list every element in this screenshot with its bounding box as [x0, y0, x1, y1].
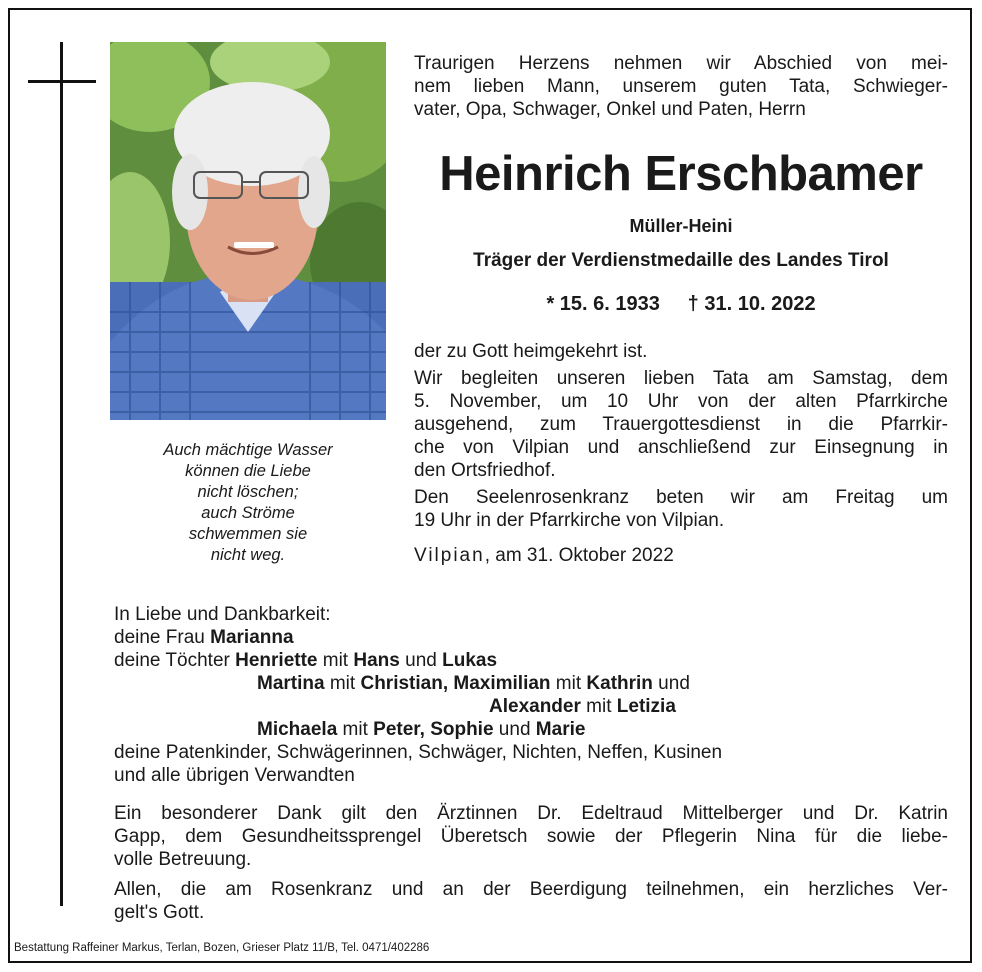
family-names: Peter, Sophie	[373, 719, 494, 740]
portrait-photo	[110, 42, 386, 420]
body-line: 19 Uhr in der Pfarrkirche von Vilpian.	[414, 510, 725, 531]
cross-icon-vertical	[60, 42, 63, 906]
daughter-name: Michaela	[257, 719, 338, 740]
deceased-name: Heinrich Erschbamer	[439, 147, 923, 201]
family-line-michaela	[257, 719, 585, 741]
quote-line: nicht weg.	[210, 546, 286, 564]
body-line: Wir begleiten unseren lieben Tata am Samstag, dem	[414, 368, 948, 389]
thanks-line: Allen, die am Rosenkranz und an der Beerdigung teilnehmen, ein herzliches Ver-	[114, 879, 948, 900]
cross-icon-horizontal	[28, 80, 96, 83]
body-text-1	[414, 340, 948, 363]
quote-line: auch Ströme	[201, 504, 295, 522]
family-line-alexander	[489, 696, 676, 718]
grandchild-name: Marie	[535, 719, 586, 740]
connector: und	[493, 719, 536, 740]
life-dates	[414, 293, 948, 316]
intro-line: Traurigen Herzens nehmen wir Abschied von mei-	[414, 53, 948, 74]
intro-text	[414, 52, 948, 121]
grandchild-name: Lukas	[442, 650, 498, 671]
body-line: den Ortsfriedhof.	[414, 460, 556, 481]
body-line: che von Vilpian und anschließend zur Einsegnung in	[414, 437, 948, 458]
body-line: der zu Gott heimgekehrt ist.	[414, 341, 648, 362]
connector: mit	[317, 650, 354, 671]
place-date	[414, 545, 674, 567]
honor-title: Träger der Verdienstmedaille des Landes Tirol	[473, 250, 889, 271]
thanks-paragraph-2	[114, 878, 948, 924]
family-names: Christian, Maximilian	[360, 673, 551, 694]
quote-line: nicht löschen;	[197, 483, 299, 501]
family-relatives-line: deine Patenkinder, Schwägerinnen, Schwäger, Nichten, Neffen, Kusinen	[114, 742, 723, 763]
family-relatives-line: und alle übrigen Verwandten	[114, 765, 355, 786]
daughters-prefix: deine Töchter	[114, 650, 236, 671]
body-line: ausgehend, zum Trauergottesdienst in die Pfarrkir-	[414, 414, 948, 435]
date-text: , am 31. Oktober 2022	[484, 545, 674, 566]
connector: mit	[580, 696, 617, 717]
daughter-name: Henriette	[235, 650, 318, 671]
partner-name: Kathrin	[586, 673, 653, 694]
family-daughters-line	[114, 650, 497, 672]
thanks-line: Ein besonderer Dank gilt den Ärztinnen Dr. Edeltraud Mittelberger und Dr. Katrin	[114, 803, 948, 824]
body-text-2	[414, 367, 948, 482]
place-name: Vilpian	[414, 545, 485, 566]
birth-date: * 15. 6. 1933	[546, 293, 660, 315]
family-heading: In Liebe und Dankbarkeit:	[114, 604, 331, 625]
funeral-home-footer: Bestattung Raffeiner Markus, Terlan, Bozen, Grieser Platz 11/B, Tel. 0471/402286	[14, 942, 430, 954]
connector: und	[399, 650, 443, 671]
quote-line: schwemmen sie	[188, 525, 308, 543]
thanks-paragraph-1	[114, 802, 948, 871]
wife-name: Marianna	[210, 627, 294, 648]
connector: mit	[550, 673, 587, 694]
quote-line: können die Liebe	[185, 462, 311, 480]
partner-name: Letizia	[616, 696, 676, 717]
death-date: † 31. 10. 2022	[687, 293, 816, 315]
thanks-line: Gapp, dem Gesundheitssprengel Überetsch sowie der Pflegerin Nina für die liebe-	[114, 826, 948, 847]
wife-prefix: deine Frau	[114, 627, 211, 648]
connector: mit	[324, 673, 361, 694]
partner-name: Hans	[353, 650, 400, 671]
connector: und	[652, 673, 690, 694]
thanks-line: volle Betreuung.	[114, 849, 252, 870]
grandchild-name: Alexander	[489, 696, 581, 717]
thanks-line: gelt's Gott.	[114, 902, 205, 923]
connector: mit	[337, 719, 374, 740]
intro-line: nem lieben Mann, unserem guten Tata, Schwieger-	[414, 76, 948, 97]
body-text-3	[414, 486, 948, 532]
nickname: Müller-Heini	[629, 216, 733, 236]
quote-line: Auch mächtige Wasser	[163, 441, 333, 459]
body-line: 5. November, um 10 Uhr von der alten Pfarrkirche	[414, 391, 948, 412]
family-wife-line	[114, 627, 294, 649]
family-line-martina	[257, 673, 690, 695]
bible-quote	[112, 440, 384, 566]
daughter-name: Martina	[257, 673, 325, 694]
intro-line: vater, Opa, Schwager, Onkel und Paten, Herrn	[414, 99, 806, 120]
body-line: Den Seelenrosenkranz beten wir am Freitag um	[414, 487, 948, 508]
